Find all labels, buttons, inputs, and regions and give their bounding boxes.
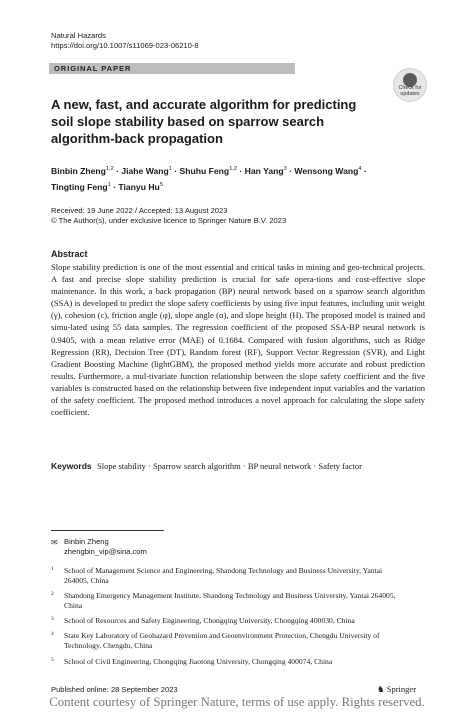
springer-logo: [377, 684, 416, 694]
affiliation-number: 1: [51, 566, 54, 572]
check-for-updates-label: Check for updates: [398, 85, 422, 97]
footnote-divider: [51, 530, 164, 531]
author-list: Binbin Zheng$^{1,2}$ · Jiahe Wang$^1$ · Shuhu Feng$^{1,2}$ · Han Yang$^3$ · Wensong Wang$^4$ · Tingting Feng$^1$ · Tianyu Hu$^5$: [51, 165, 367, 192]
author-name: Tingting Feng: [51, 181, 108, 192]
author-name: Han Yang: [244, 165, 284, 176]
paper-title: A new, fast, and accurate algorithm for predicting soil slope stability based on sparrow search algorithm-back propagation: [51, 97, 357, 146]
doi-link[interactable]: https://doi.org/10.1007/s11069-023-06210-8: [51, 41, 199, 50]
abstract-heading: Abstract: [51, 249, 88, 259]
author-name: Tianyu Hu: [118, 181, 160, 192]
affiliation-text: School of Management Science and Engineering, Shandong Technology and Business University, Yantai 264005, China: [64, 566, 383, 585]
courtesy-notice: Content courtesy of Springer Nature, terms of use apply. Rights reserved.: [49, 695, 425, 709]
corresponding-author-email[interactable]: zhengbin_vip@sina.com: [64, 547, 147, 556]
received-accepted-dates: Received: 19 June 2022 / Accepted: 13 August 2023: [51, 206, 228, 215]
affiliation-text: Shandong Emergency Management Institute, Shandong Technology and Business University, Yantai 264005, China: [64, 591, 396, 610]
abstract-body: Slope stability prediction is one of the most essential and critical tasks in mining and geo-technical projects. A fast and precise slope stability prediction is crucial for safe opera-tions and cost-effective slope maintenance. In this work, a back propagation (BP) neural network based on a sparrow search algorithm (SSA) is developed to predict the slope safety coefficients by using five input features, including unit weight (γ), cohesion (c), friction angle (φ), slope angle (α), and slope height (H). The proposed model is trained and simu-lated using 55 data samples. The regression coefficient of the proposed SSA-BP neural network is 0.9405, with a mean relative error (MAE) of 0.1684. Compared with fusion algorithms, such as Ridge Regression (RR), Decision Tree (DT), Random forest (RF), Support Vector Regression (SVR), and Light Gradient Boosting Machine (lightGBM), the proposed method yields more accurate and robust prediction results. Furthermore, a mul-tivariate function relationship between the slope safety coefficient and the five variables is constructed based on the relationship between five independent input variables and the variation of the safety coefficient. The proposed method introduces a novel approach for calculating the slope safety coefficient.: [51, 262, 425, 418]
affiliation-text: School of Civil Engineering, Chongqing Jiaotong University, Chongqing 400074, China: [64, 657, 333, 666]
article-type-label: ORIGINAL PAPER: [54, 64, 132, 73]
journal-name: Natural Hazards: [51, 31, 106, 40]
published-online-date: Published online: 28 September 2023: [51, 685, 178, 694]
affiliation-number: 2: [51, 591, 54, 597]
author-name: Binbin Zheng: [51, 165, 106, 176]
copyright-notice: © The Author(s), under exclusive licence to Springer Nature B.V. 2023: [51, 216, 287, 225]
affiliation-number: 4: [51, 631, 54, 637]
author-name: Shuhu Feng: [179, 165, 230, 176]
keywords-list: Slope stability · Sparrow search algorithm · BP neural network · Safety factor: [97, 461, 363, 471]
springer-horse-icon: ♞: [377, 684, 385, 694]
corresponding-author-name: Binbin Zheng: [64, 537, 109, 546]
envelope-icon: ✉: [51, 538, 58, 547]
keywords-heading: Keywords: [51, 461, 92, 471]
affiliation-text: State Key Laboratory of Geohazard Prevention and Geoenvironment Protection, Chengdu University of Technology, Chengdu, China: [64, 631, 380, 650]
publisher-name: Springer: [386, 684, 417, 694]
author-name: Jiahe Wang: [121, 165, 169, 176]
affiliation-number: 5: [51, 657, 54, 663]
affiliation-text: School of Resources and Safety Engineering, Chongqing University, Chongqing 400030, China: [64, 616, 355, 625]
author-name: Wensong Wang: [294, 165, 359, 176]
affiliation-number: 3: [51, 616, 54, 622]
